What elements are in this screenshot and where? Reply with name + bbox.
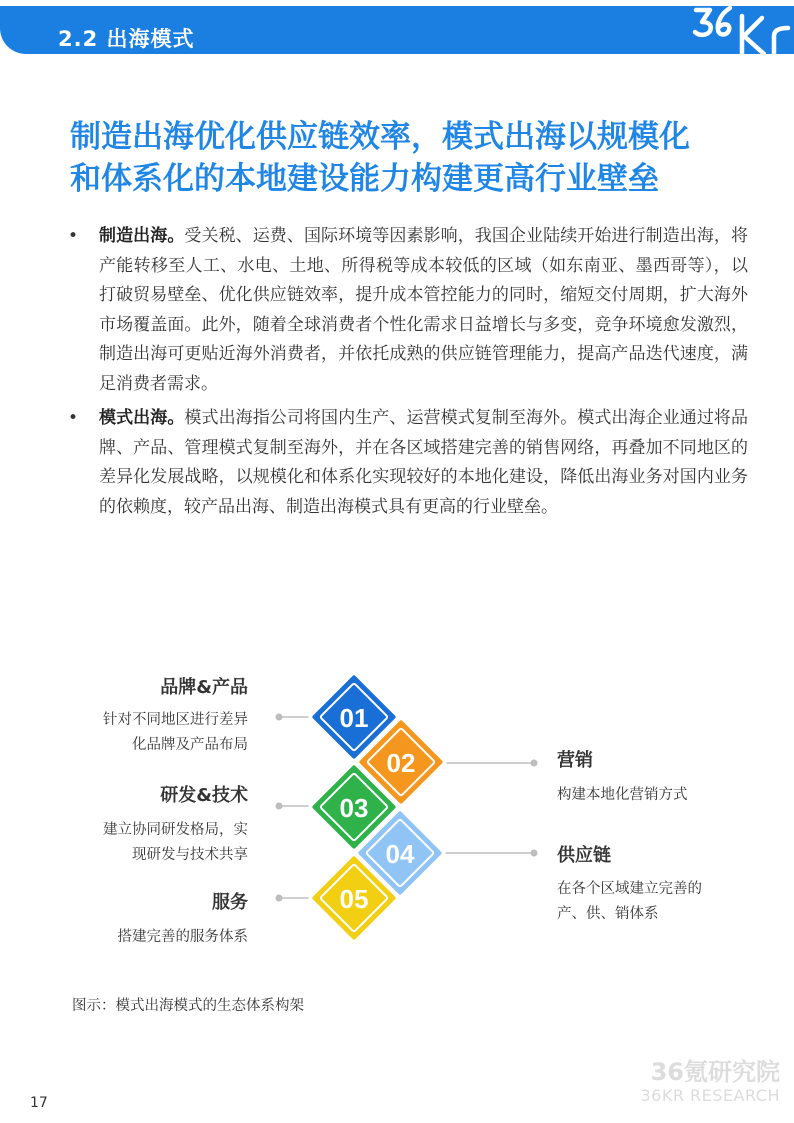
diamond-number-02: 02 [386, 748, 416, 778]
connector-dot-01 [276, 714, 283, 721]
label-desc-line: 构建本地化营销方式 [557, 787, 688, 803]
watermark-en: 36KR RESEARCH [640, 1086, 780, 1105]
connector-dot-02 [531, 760, 538, 767]
headline-line-2: 和体系化的本地建设能力构建更高行业壁垒 [70, 161, 659, 197]
ecosystem-diagram [0, 640, 794, 960]
label-desc-line: 搭建完善的服务体系 [117, 929, 248, 945]
label-desc-line: 化品牌及产品布局 [132, 737, 248, 753]
connector-dot-05 [276, 895, 283, 902]
bullet-marker: • [68, 408, 79, 428]
bullet-text: 模式出海指公司将国内生产、运营模式复制至海外。模式出海企业通过将品牌、产品、管理模式复制至海外，并在各区域搭建完善的销售网络，再叠加不同地区的差异化发展战略，以规模化和体系化实现较好的本地化建设，降低出海业务对国内业务的依赖度，较产品出海、制造出海模式具有更高的行业壁垒。 [99, 408, 748, 517]
label-desc-line: 现研发与技术共享 [132, 847, 248, 863]
figure-caption: 图示：模式出海模式的生态体系构架 [72, 998, 304, 1014]
bullet-list [68, 222, 748, 527]
label-title-service: 服务 [212, 892, 248, 913]
connector-dot-04 [531, 850, 538, 857]
label-desc-rnd [68, 818, 248, 868]
label-desc-supply [557, 877, 757, 927]
diamond-number-04: 04 [385, 839, 415, 869]
header-bar [0, 6, 794, 54]
label-desc-marketing [557, 783, 757, 808]
watermark [630, 1058, 780, 1106]
diamond-number-03: 03 [339, 793, 369, 823]
connector-dot-03 [276, 803, 283, 810]
diamond-number-01: 01 [339, 703, 369, 733]
label-desc-line: 在各个区域建立完善的 [557, 881, 702, 897]
watermark-cn: 36氪研究院 [650, 1058, 780, 1086]
bullet-model [68, 404, 748, 522]
label-title-supply: 供应链 [557, 845, 611, 866]
label-desc-line: 建立协同研发格局，实 [103, 822, 248, 838]
headline-line-1: 制造出海优化供应链效率，模式出海以规模化 [70, 119, 690, 155]
label-desc-service [68, 925, 248, 950]
label-desc-brand [68, 708, 248, 758]
label-desc-line: 产、供、销体系 [557, 906, 659, 922]
bullet-manufacturing [68, 222, 748, 399]
bullet-title: 制造出海。 [99, 226, 185, 246]
diamond-number-05: 05 [339, 884, 369, 914]
bullet-marker: • [68, 226, 79, 246]
label-desc-line: 针对不同地区进行差异 [103, 712, 248, 728]
headline [70, 116, 750, 200]
label-title-rnd: 研发&技术 [160, 785, 248, 806]
bullet-text: 受关税、运费、国际环境等因素影响，我国企业陆续开始进行制造出海，将产能转移至人工、水电、土地、所得税等成本较低的区域（如东南亚、墨西哥等），以打破贸易壁垒、优化供应链效率，提升成本管控能力的同时，缩短交付周期，扩大海外市场覆盖面。此外，随着全球消费者个性化需求日益增长与多变，竞争环境愈发激烈，制造出海可更贴近海外消费者，并依托成熟的供应链管理能力，提高产品迭代速度，满足消费者需求。 [99, 226, 748, 394]
bullet-title: 模式出海。 [99, 408, 185, 428]
label-title-marketing: 营销 [557, 750, 593, 771]
section-title: 2.2 出海模式 [58, 27, 195, 51]
brand-logo [690, 0, 794, 56]
page-number: 17 [30, 1095, 48, 1111]
label-title-brand: 品牌&产品 [160, 677, 248, 698]
